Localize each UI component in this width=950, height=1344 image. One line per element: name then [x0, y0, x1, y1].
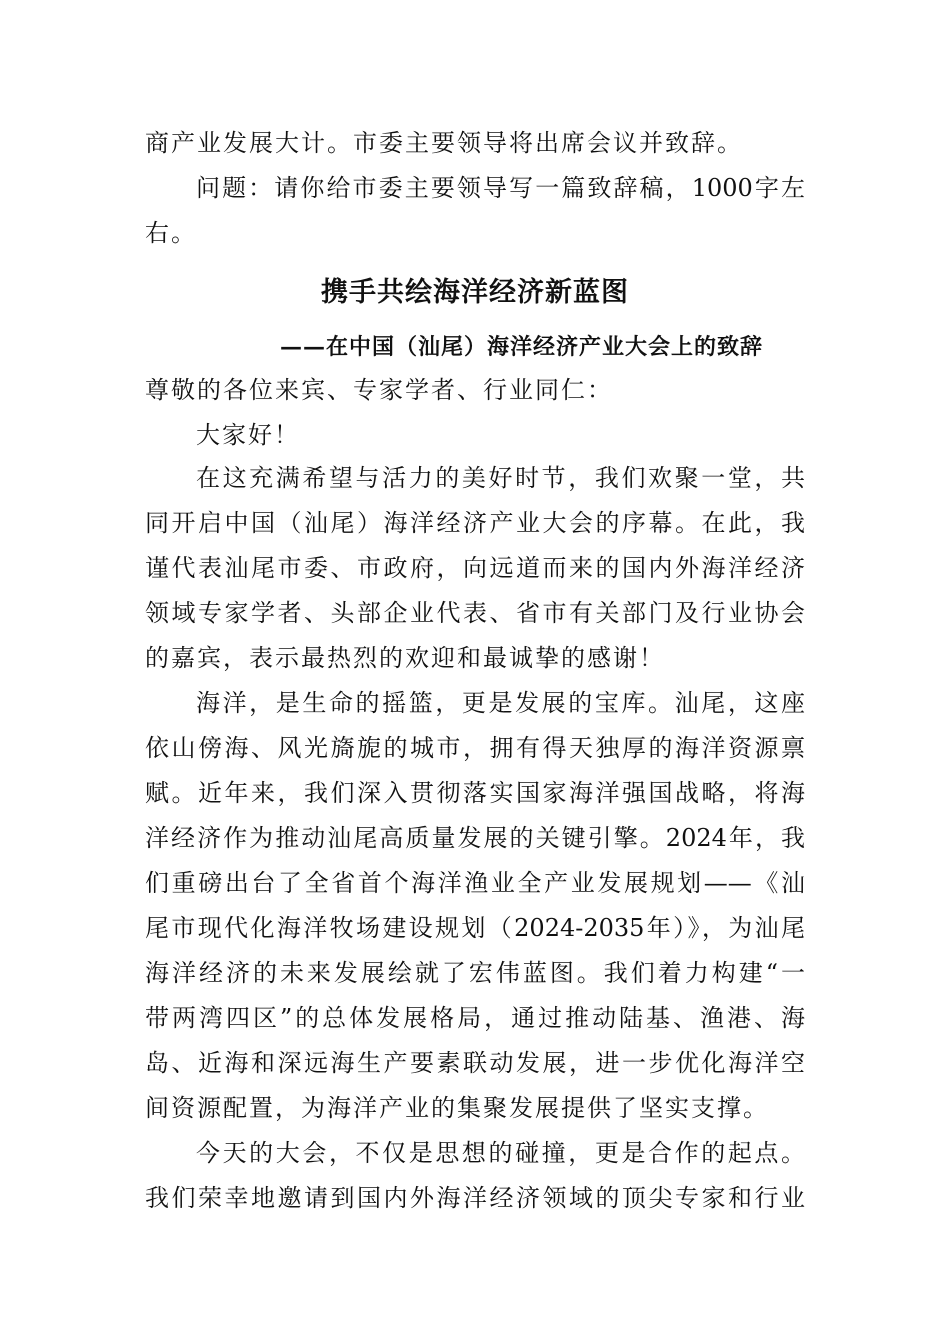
- intro-line-1: 商产业发展大计。市委主要领导将出席会议并致辞。: [145, 129, 743, 157]
- paragraph-2-line: 岛、近海和深远海生产要素联动发展，进一步优化海洋空: [145, 1049, 805, 1077]
- speech-subtitle: ——在中国（汕尾）海洋经济产业大会上的致辞: [280, 334, 764, 360]
- speech-title: 携手共绘海洋经济新蓝图: [321, 277, 629, 308]
- salutation: 尊敬的各位来宾、专家学者、行业同仁：: [145, 376, 613, 404]
- paragraph-1-line: 的嘉宾，表示最热烈的欢迎和最诚挚的感谢！: [145, 644, 665, 672]
- greeting: 大家好！: [196, 421, 300, 449]
- paragraph-2-line: 间资源配置，为海洋产业的集聚发展提供了坚实支撑。: [145, 1094, 769, 1122]
- paragraph-1-line: 在这充满希望与活力的美好时节，我们欢聚一堂，共: [196, 464, 805, 492]
- paragraph-2-line: 洋经济作为推动汕尾高质量发展的关键引擎。2024年，我: [145, 824, 805, 852]
- paragraph-2-line: 海洋，是生命的摇篮，更是发展的宝库。汕尾，这座: [196, 689, 805, 717]
- paragraph-1-line: 领域专家学者、头部企业代表、省市有关部门及行业协会: [145, 599, 805, 627]
- paragraph-1-line: 同开启中国（汕尾）海洋经济产业大会的序幕。在此，我: [145, 509, 805, 537]
- paragraph-2-line: 赋。近年来，我们深入贯彻落实国家海洋强国战略，将海: [145, 779, 805, 807]
- paragraph-2-line: 尾市现代化海洋牧场建设规划（2024-2035年）》，为汕尾: [145, 914, 805, 942]
- paragraph-1-line: 谨代表汕尾市委、市政府，向远道而来的国内外海洋经济: [145, 554, 805, 582]
- paragraph-3-line: 今天的大会，不仅是思想的碰撞，更是合作的起点。: [196, 1139, 805, 1167]
- paragraph-2-line: 带两湾四区”的总体发展格局，通过推动陆基、渔港、海: [145, 1004, 805, 1032]
- paragraph-2-line: 海洋经济的未来发展绘就了宏伟蓝图。我们着力构建“一: [145, 959, 805, 987]
- question-line-2: 右。: [145, 219, 197, 247]
- question-line-1: 问题：请你给市委主要领导写一篇致辞稿，1000字左: [196, 174, 805, 202]
- paragraph-2-line: 们重磅出台了全省首个海洋渔业全产业发展规划——《汕: [145, 869, 805, 897]
- paragraph-2-line: 依山傍海、风光旖旎的城市，拥有得天独厚的海洋资源禀: [145, 734, 805, 762]
- paragraph-3-line: 我们荣幸地邀请到国内外海洋经济领域的顶尖专家和行业: [145, 1184, 805, 1212]
